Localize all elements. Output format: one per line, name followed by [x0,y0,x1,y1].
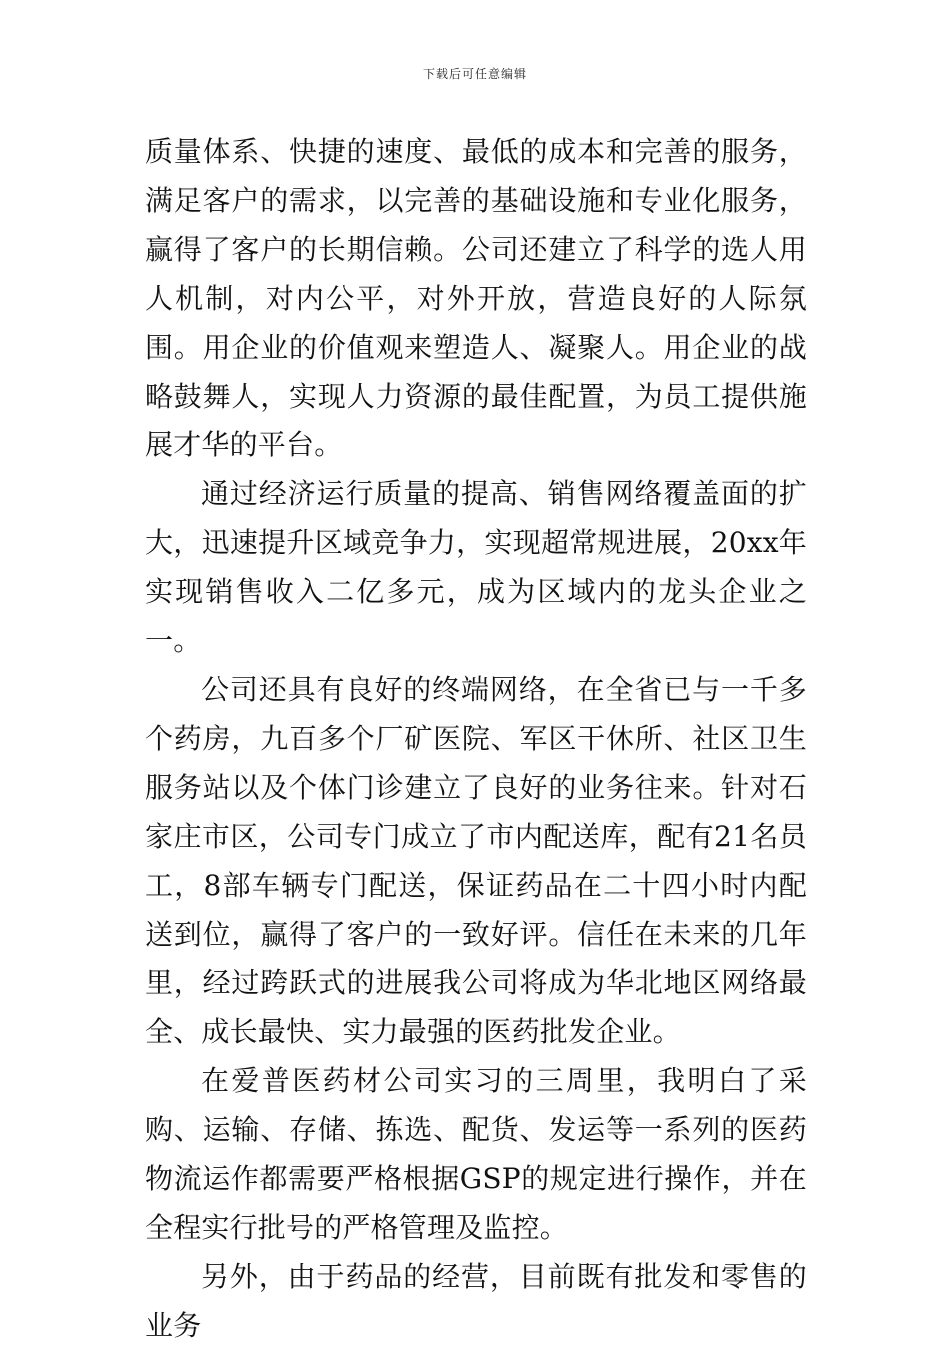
header-note: 下载后可任意编辑 [422,67,527,81]
paragraph-internship-gsp: 在爱普医药材公司实习的三周里，我明白了采购、运输、存储、拣选、配货、发运等一系列的医药物流运作都需要严格根据GSP的规定进行操作，并在全程实行批号的严格管理及监控。 [145,1064,807,1244]
paragraph-business-types: 另外，由于药品的经营，目前既有批发和零售的业务 [145,1259,807,1342]
paragraph-company-overview: 质量体系、快捷的速度、最低的成本和完善的服务，满足客户的需求，以完善的基础设施和专业化服务，赢得了客户的长期信赖。公司还建立了科学的选人用人机制，对内公平，对外开放，营造良好的人际氛围。用企业的价值观来塑造人、凝聚人。用企业的战略鼓舞人，实现人力资源的最佳配置，为员工提供施展才华的平台。 [145,135,807,462]
paragraph-terminal-network: 公司还具有良好的终端网络，在全省已与一千多个药房，九百多个厂矿医院、军区干休所、社区卫生服务站以及个体门诊建立了良好的业务往来。针对石家庄市区，公司专门成立了市内配送库，配有21名员工，8部车辆专门配送，保证药品在二十四小时内配送到位，赢得了客户的一致好评。信任在未来的几年里，经过跨跃式的进展我公司将成为华北地区网络最全、成长最快、实力最强的医药批发企业。 [145,672,807,1049]
document-body [145,128,807,1351]
paragraph-sales-growth: 通过经济运行质量的提高、销售网络覆盖面的扩大，迅速提升区域竞争力，实现超常规进展，20xx年实现销售收入二亿多元，成为区域内的龙头企业之一。 [145,477,807,658]
